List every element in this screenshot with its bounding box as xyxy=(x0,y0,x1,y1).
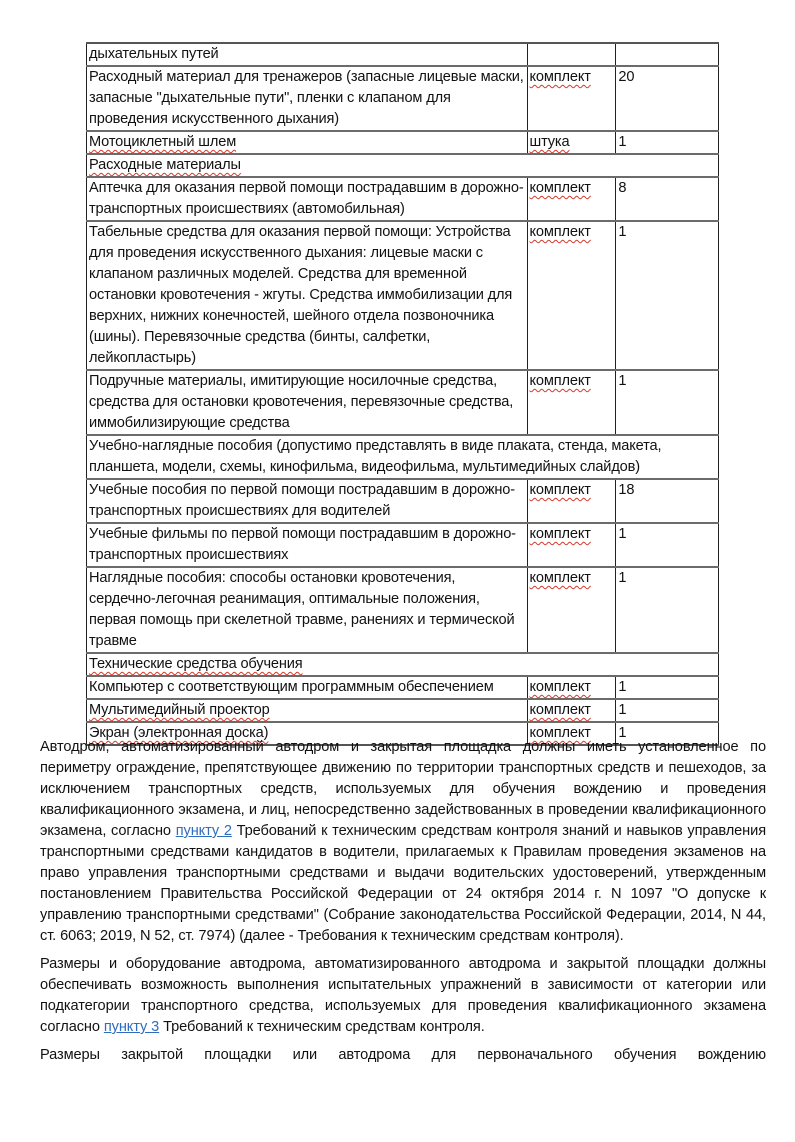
item-name: Подручные материалы, имитирующие носилочные средства, средства для остановки кровотечения, перевязочные средства, иммобилизирующие средства xyxy=(87,370,528,435)
paragraph-text: Требований к техническим средствам контроля. xyxy=(159,1019,485,1035)
section-row xyxy=(87,435,719,479)
item-qty: 1 xyxy=(616,131,719,154)
section-row xyxy=(87,653,719,676)
table-row xyxy=(87,177,719,221)
item-unit xyxy=(527,43,616,66)
item-unit: комплект xyxy=(529,482,591,498)
table-row xyxy=(87,567,719,653)
table-row xyxy=(87,221,719,370)
table-row xyxy=(87,523,719,567)
item-name: дыхательных путей xyxy=(87,43,528,66)
item-qty: 1 xyxy=(616,523,719,567)
item-qty: 1 xyxy=(616,722,719,745)
paragraph-text: Размеры и оборудование автодрома, автоматизированного автодрома и закрытой площадки должны обеспечивать возможность выполнения испытательных упражнений в зависимости от категории или подкатегории транспортного средства, используемых для проведения квалификационного экзамена согласно xyxy=(40,956,766,1035)
item-qty: 1 xyxy=(616,699,719,722)
item-name: Табельные средства для оказания первой помощи: Устройства для проведения искусственного дыхания: лицевые маски с клапаном различных моделей. Средства для временной остановки кровотечения - жгуты. Средства иммобилизации для верхних, нижних конечностей, шейного отдела позвоночника (шины). Перевязочные средства (бинты, салфетки, лейкопластырь) xyxy=(87,221,528,370)
section-title: Расходные материалы xyxy=(89,157,241,173)
item-qty: 8 xyxy=(616,177,719,221)
table-row xyxy=(87,699,719,722)
paragraph-initial-training: Размеры закрытой площадки или автодрома для первоначального обучения вождению xyxy=(40,1047,766,1063)
item-qty: 1 xyxy=(616,221,719,370)
link-punkt-2[interactable]: пункту 2 xyxy=(175,823,232,839)
item-name: Расходный материал для тренажеров (запасные лицевые маски, запасные "дыхательные пути", пленки с клапаном для проведения искусственного дыхания) xyxy=(87,66,528,131)
section-row xyxy=(87,154,719,177)
item-qty: 20 xyxy=(616,66,719,131)
item-name: Мультимедийный проектор xyxy=(89,702,270,718)
item-qty: 1 xyxy=(616,676,719,699)
paragraph-dimensions xyxy=(40,954,766,1038)
equipment-table xyxy=(86,42,719,746)
item-qty: 1 xyxy=(616,370,719,435)
table-row xyxy=(87,676,719,699)
item-name: Экран (электронная доска) xyxy=(89,725,269,741)
paragraph-text: Автодром, автоматизированный автодром и закрытая площадка должны иметь установленное по периметру ограждение, препятствующее движению по территории транспортных средств и пешеходов, за исключением транспортных средств, используемых для обучения вождению и проведения квалификационного экзамена, и лиц, непосредственно задействованных в проведении квалификационного экзамена, согласно xyxy=(40,739,766,839)
link-punkt-3[interactable]: пункту 3 xyxy=(103,1019,160,1035)
item-unit: комплект xyxy=(529,725,591,741)
table-row xyxy=(87,43,719,66)
item-unit: комплект xyxy=(529,180,591,196)
section-title: Технические средства обучения xyxy=(89,656,303,672)
item-name: Компьютер с соответствующим программным обеспечением xyxy=(87,676,528,699)
item-name: Учебные пособия по первой помощи пострадавшим в дорожно-транспортных происшествиях для водителей xyxy=(87,479,528,523)
table-row xyxy=(87,66,719,131)
body-text xyxy=(40,737,766,1073)
item-name: Мотоциклетный шлем xyxy=(89,134,237,150)
table-row xyxy=(87,479,719,523)
table-row xyxy=(87,370,719,435)
table-row xyxy=(87,131,719,154)
item-unit: комплект xyxy=(529,526,591,542)
item-unit: штука xyxy=(529,134,570,150)
item-name: Аптечка для оказания первой помощи пострадавшим в дорожно-транспортных происшествиях (автомобильная) xyxy=(87,177,528,221)
item-unit: комплект xyxy=(529,224,591,240)
section-title: Учебно-наглядные пособия (допустимо представлять в виде плаката, стенда, макета, планшета, модели, схемы, кинофильма, видеофильма, мультимедийных слайдов) xyxy=(87,435,719,479)
item-unit: комплект xyxy=(529,373,591,389)
item-unit: комплект xyxy=(529,702,591,718)
paragraph-fencing xyxy=(40,737,766,947)
item-qty: 1 xyxy=(616,567,719,653)
item-qty: 18 xyxy=(616,479,719,523)
item-unit: комплект xyxy=(529,679,591,695)
item-name: Учебные фильмы по первой помощи пострадавшим в дорожно-транспортных происшествиях xyxy=(87,523,528,567)
item-qty xyxy=(616,43,719,66)
paragraph-text: Требований к техническим средствам контроля знаний и навыков управления транспортными средствами кандидатов в водители, прилагаемых к Правилам проведения экзаменов на право управления транспортными средствами и выдачи водительских удостоверений, утвержденным постановлением Правительства Российской Федерации от 24 октября 2014 г. N 1097 "О допуске к управлению транспортными средствами" (Собрание законодательства Российской Федерации, 2014, N 44, ст. 6063; 2019, N 52, ст. 7974) (далее - Требования к техническим средствам контроля). xyxy=(40,823,766,944)
item-unit: комплект xyxy=(529,69,591,85)
item-name: Наглядные пособия: способы остановки кровотечения, сердечно-легочная реанимация, оптимальные положения, первая помощь при скелетной травме, ранениях и термической травме xyxy=(87,567,528,653)
item-unit: комплект xyxy=(529,570,591,586)
